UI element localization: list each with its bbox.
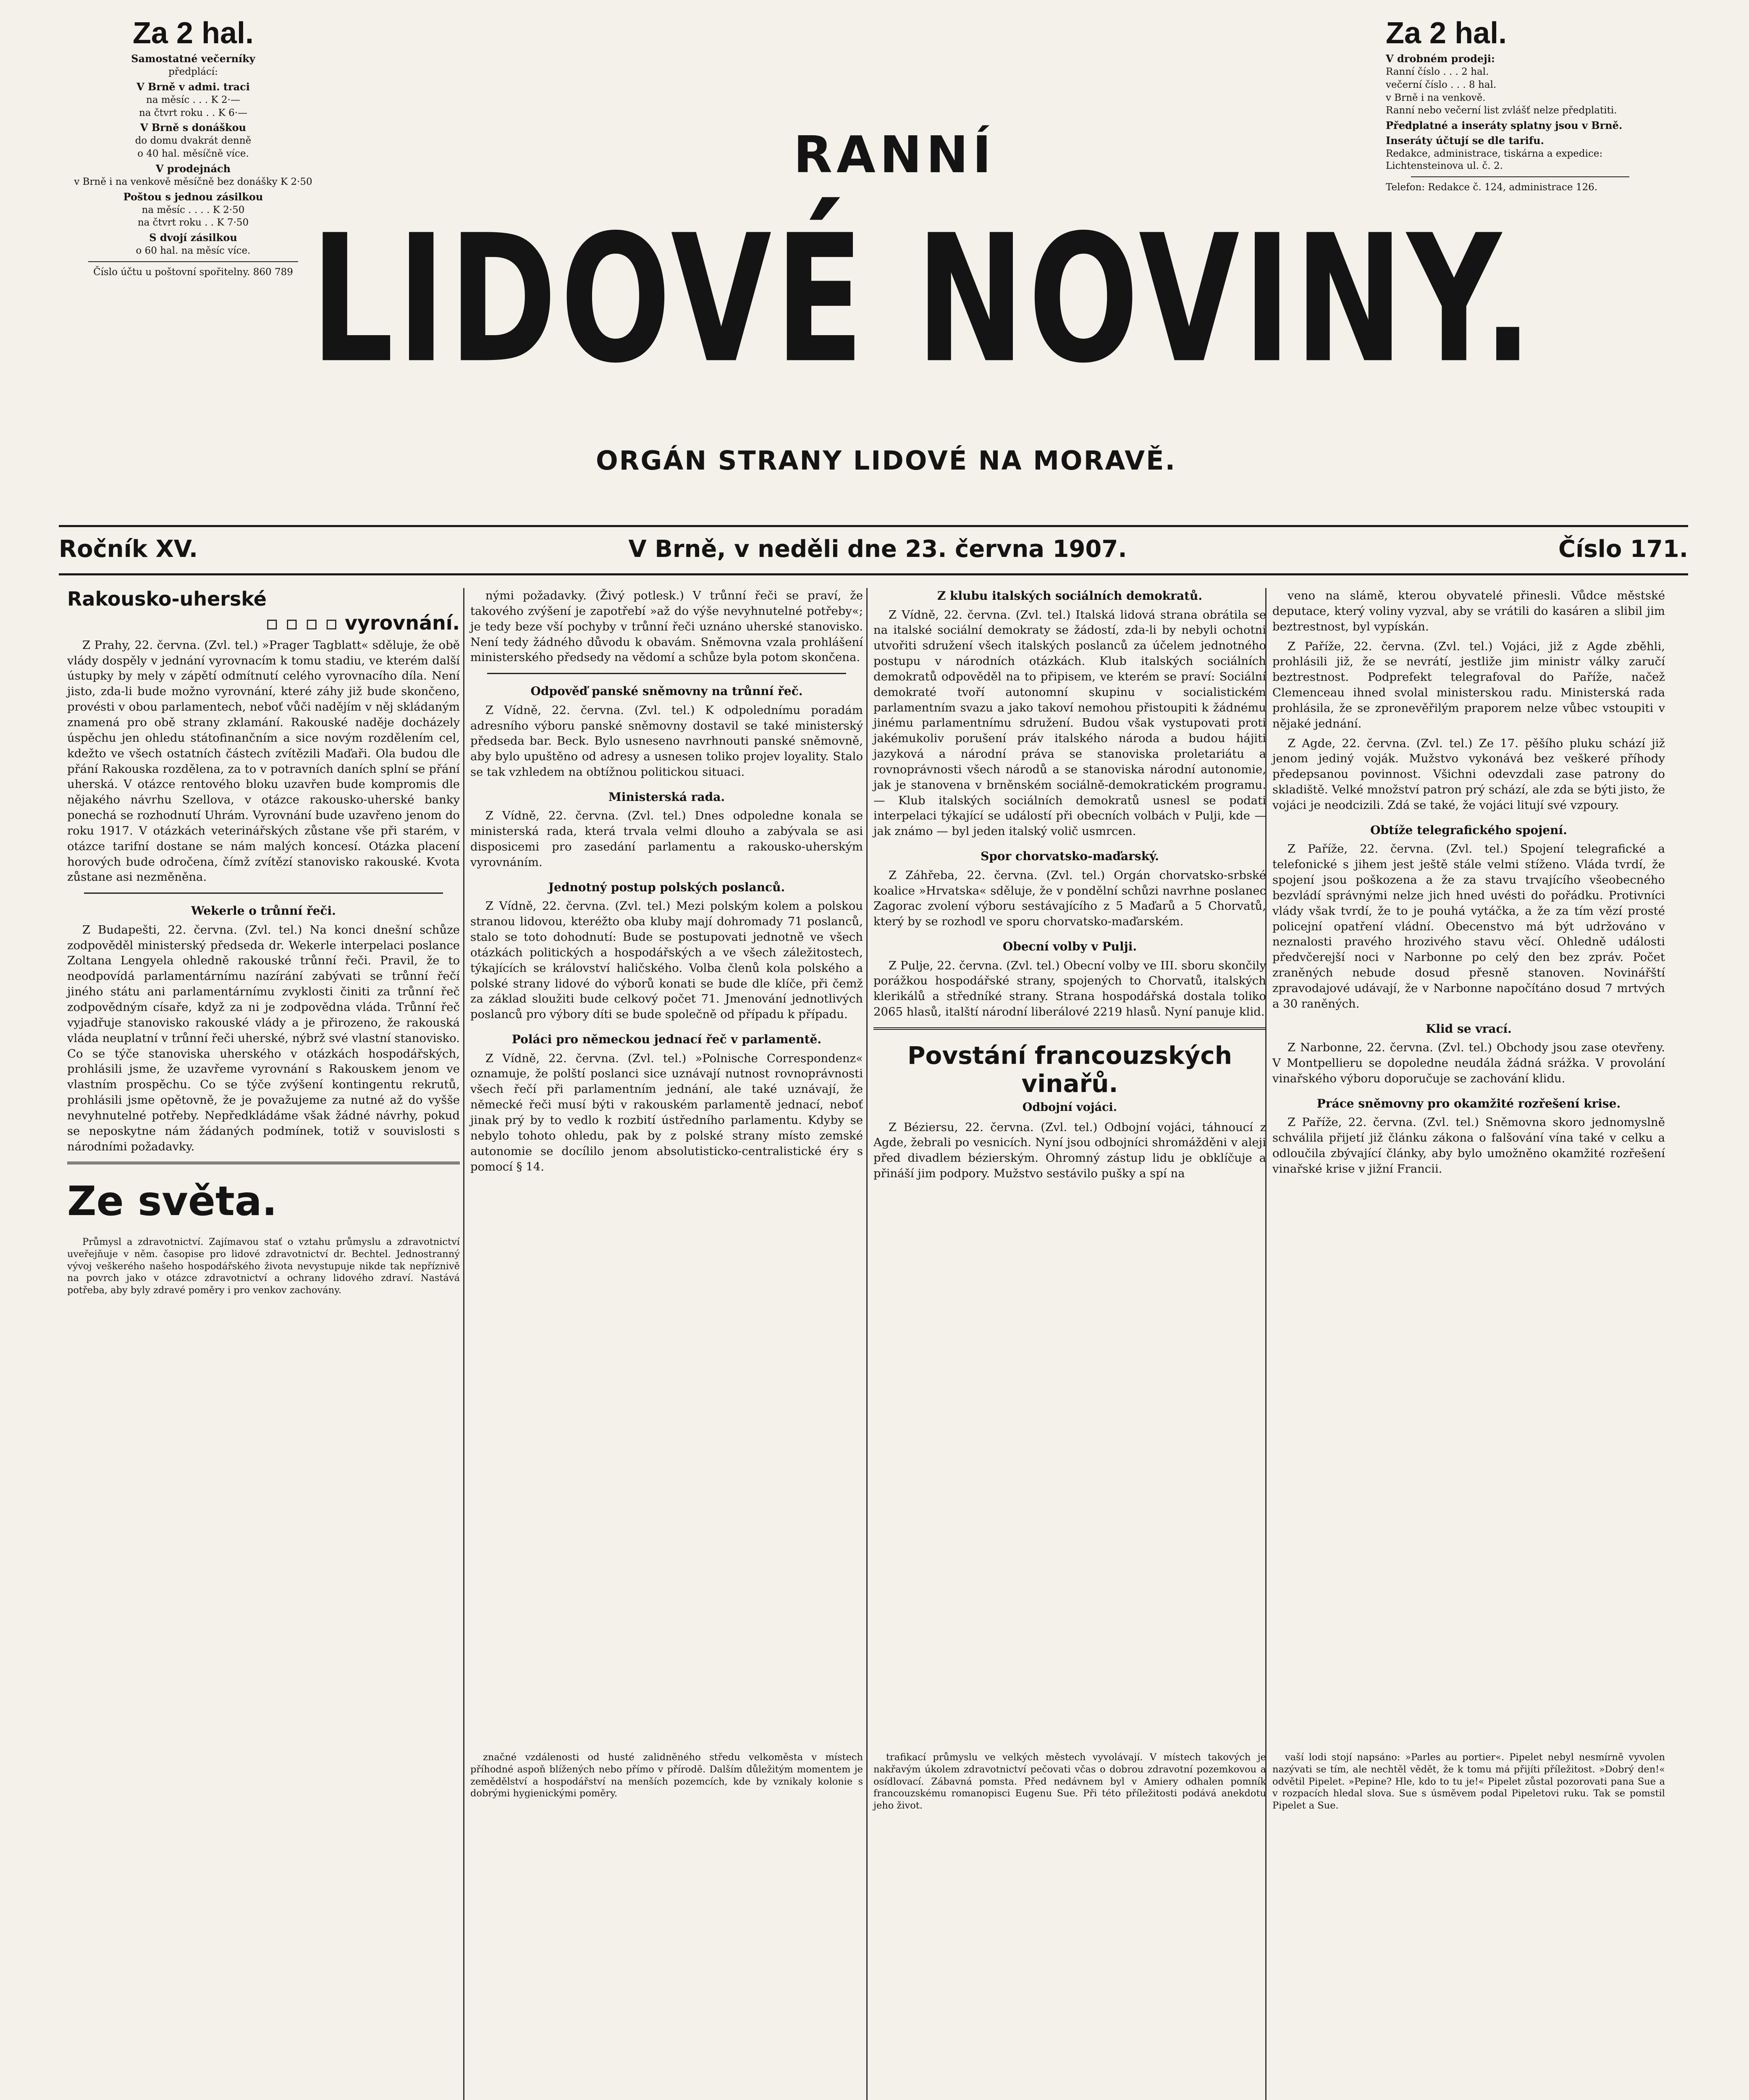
article-paragraph: Z Záhřeba, 22. června. (Zvl. tel.) Orgán chorvatsko-srbské koalice »Hrvatska« sděluje, že v pondělní schůzi navrhne poslanec Zagorac zvolení výboru sestávajícího z 5 Maďarů a 5 Chorvatů, který by se rozhodl ve sporu chorvatsko-maďarském. [873, 868, 1266, 929]
article-heading: Ministerská rada. [608, 790, 725, 804]
article-divider [487, 673, 846, 674]
article-paragraph: Z Vídně, 22. června. (Zvl. tel.) Italská lidová strana obrátila se na italské sociální demokraty se žádostí, zda-li by nebyli ochotni utvořiti sdružení všech italských poslanců za účelem jednotného postupu v národních otázkách. Klub italských sociálních demokratů odpověděl na to připisem, ve kterém se praví: Sociální demokraté tvoří autonomní skupinu v socialistickém parlamentním svazu a jako takoví nemohou přistoupiti k žádnému jinému parlamentnímu sdružení. Budou však vystupovati proti jakémukoliv porušení práv italského národa a budou hájiti jazyková a národní práva se stanoviska proletariátu a rovnoprávnosti všech národů a se stanoviska národní autonomie, jak je stanovena v brněnském sociálně-demokratickém programu. — Klub italských sociálních demokratů usnesl se podati interpelaci týkající se událostí při obecních volbách v Pulji, kde — jak známo — byl jeden italský volič usmrcen. [873, 608, 1266, 838]
article-paragraph: Z Paříže, 22. června. (Zvl. tel.) Vojáci, již z Agde zběhli, prohlásili již, že se nevrátí, jestliže jim ministr války zaručí beztrestnost. Podprefekt telegrafoval do Paříže, načež Clemenceau ihned svolal ministerskou radu. Ministerská rada prohlásila, že se zpronevěřilým praporem nelze vůbec vstoupiti v nějaké jednání. [1272, 639, 1665, 730]
article-heading: Obtíže telegrafického spojení. [1370, 823, 1567, 837]
masthead-title-small: RANNÍ [793, 126, 996, 184]
article-paragraph: trafikací průmyslu ve velkých městech vyvolávají. V místech takových je nakřavým úkolem zdravotnictví pečovati včas o dobrou zdravotní pozemkovou a osídlovací. Zábavná pomsta. Před nedávnem byl v Amiery odhalen pomník francouzskému romanopisci Eugenu Sue. Při této příležitosti podává anekdotu jeho život. [873, 1752, 1266, 1811]
article-paragraph: Z Paříže, 22. června. (Zvl. tel.) Spojení telegrafické a telefonické s jihem jest ještě stále velmi stíženo. Vláda tvrdí, že spojení jsou poškozena a že za stavu trvajícího všeobecného bezvládí správnými nelze jich hned uvésti do pořádku. Protivníci vlády však tvrdí, že to je pouhá vytáčka, a že za tím vězí prosté policejní opatření vládní. Obecenstvo má být udržováno v neznalosti pravého hrozivého stavu věcí. Ohledně události předvčerejší noci v Narbonne po celý den bez zpráv. Počet zraněných nebude dosud přesně stanoven. Novinářští zpravodajové udávají, že v Narbonne napočítáno dosud 7 mrtvých a 30 raněných. [1272, 842, 1665, 1011]
article-paragraph: Z Budapešti, 22. června. (Zvl. tel.) Na konci dnešní schůze zodpověděl ministerský předseda dr. Wekerle interpelaci poslance Zoltana Lengyela ohledně rakouské trůnní řeči. Pravil, že to neodpovídá parlamentárnímu nazírání zabývati se trůnní řečí jiného státu ani parlamentárnímu zvyklosti činiti za trůnní řeč zodpovědným císaře, když za ni je zodpovědna vláda. Trůnní řeč vyjadřuje stanovisko rakouské vlády a je přirozeno, že rakouská vláda neuplatní v trůnní řeči uherské, nýbrž své vlastní stanovisko. Co se týče stanoviska uherského v otázkách hospodářských, prohlásili jsme, že uzavřeme vyrovnání s Rakouskem jenom ve vlastním prospěchu. Co se týče zvýšení kontingentu rekrutů, prohlásili jsme opětovně, že je považujeme za nutné až do vyšše nevyhnutelné potřeby. Nepředkládáme však žádné návrhy, pokud se neposkytne nám žádaných podmínek, totiž v souvislosti s národními požadavky. [67, 923, 460, 1153]
article-paragraph: Z Béziersu, 22. června. (Zvl. tel.) Odbojní vojáci, táhnoucí z Agde, žebrali po vesnicích. Nyní jsou odbojníci shromážděni v aleji před divadlem bézierským. Ohromný zástup lidu je obklíčuje a přináší jim podpory. Mužstvo sestávilo pušky a spí na [873, 1120, 1266, 1181]
left-ear-line: Číslo účtu u poštovní spořitelny. 860 789 [93, 266, 293, 278]
left-ear-box [63, 17, 323, 279]
right-ear-line: v Brně i na venkově. [1386, 92, 1486, 103]
article-heading: Práce sněmovny pro okamžité rozřešení krise. [1316, 1096, 1621, 1110]
left-ear-line: na měsíc . . . K 2·— [146, 94, 240, 105]
masthead-title: LIDOVÉ NOVINY. [311, 197, 1536, 402]
article-paragraph: Z Vídně, 22. června. (Zvl. tel.) K odpolednímu poradám adresního výboru panské sněmovny dostavil se také ministerský předseda bar. Beck. Bylo usneseno navrhnouti panské sněmovně, aby bylo upuštěno od adresy a usnesen toliko projev loyality. Stalo se tak vzhledem na obtížnou politickou situaci. [470, 703, 863, 779]
dateline-bar [59, 525, 1688, 575]
issue-number: Číslo 171. [1558, 536, 1688, 563]
section-title: Ze světa. [67, 1178, 278, 1225]
article-subheading: Odbojní vojáci. [1022, 1101, 1117, 1114]
article-heading: Wekerle o trůnní řeči. [191, 904, 336, 918]
left-ear-rule [88, 261, 298, 262]
lower-column-3 [873, 1751, 1266, 1815]
article-paragraph: Z Vídně, 22. června. (Zvl. tel.) Mezi polským kolem a polskou stranou lidovou, kteréžto oba kluby mají dohromady 71 poslanců, stalo se toto dohodnutí: Bude se postupovati jednotně ve všech otázkách politických a hospodářských a ve všech záležitostech, týkajících se království haličského. Volba členů kola polského a polské strany lidové do výborů konati se bude dle klíče, při čemž za základ sloužiti bude celkový počet 71. Jmenování jednotlivých poslanců pro výbory díti se bude společně od případu k případu. [470, 899, 863, 1021]
left-ear-line: Poštou s jednou zásilkou [123, 190, 263, 203]
article-heading: Obecní volby v Pulji. [1002, 940, 1137, 954]
left-ear-line: na čtvrt roku . . K 6·— [139, 107, 248, 118]
left-ear-line: o 60 hal. na měsíc více. [136, 245, 251, 257]
article-paragraph: Z Prahy, 22. června. (Zvl. tel.) »Prager Tagblatt« sděluje, že obě vlády dospěly v jednání vyrovnacím k tomu stadiu, ve kterém další ústupky by mely v zápětí odmítnutí celého vyrovnacího díla. Není jisto, zda-li bude možno vyrovnání, které záhy již bude skončeno, provésti v obou parlamentech, neboť vůči nadějím v něj skládaným znamená pro obě strany zklamání. Rakouské naděje docházely úspěchu jen ohledu státofinančním a sice novým rozdělením cel, kdežto ve všech ostatních částech zvítězili Maďaři. Ola budou dle přání Rakouska rozdělena, za to v potravních daních splní se přání uherská. V otázce rentového bloku uzavřen bude kompromis dle nějakého návrhu Szellova, v otázce rakousko-uherské banky ponechá se rozhodnutí Uhrám. Vyrovnání bude uzavřeno jenom do roku 1917. V otázkách veterinářských zůstane vše při starém, v otázce tarifní dostane se nám malých koncesí. Otázka placení horových bude odročena, čímž zvítězí stanovisko rakouské. Kvota zůstane asi nezměněna. [67, 638, 460, 884]
left-price: Za 2 hal. [132, 16, 254, 50]
volume-label: Ročník XV. [59, 536, 198, 563]
article-heading: Z klubu italských sociálních demokratů. [937, 589, 1203, 603]
right-ear-line: večerní číslo . . . 8 hal. [1386, 79, 1497, 90]
left-ear-line: na měsíc . . . . K 2·50 [142, 204, 245, 215]
article-heading: Spor chorvatsko-maďarský. [981, 849, 1159, 864]
article-paragraph: veno na slámě, kterou obyvatelé přinesli. Vůdce městské deputace, který voliny vyzval, aby se vrátili do kasáren a slibil jim beztrestnost, byl vypískán. [1272, 589, 1665, 633]
lower-column-4 [1272, 1751, 1665, 1815]
article-heading: ▫ ▫ ▫ ▫ vyrovnání. [265, 611, 460, 634]
column-4 [1272, 588, 1665, 1181]
article-heading: Poláci pro německou jednací řeč v parlamentě. [511, 1032, 822, 1047]
article-paragraph: značné vzdálenosti od husté zalidněného středu velkoměsta v místech příhodné aspoň blížených nebo přímo v přírodě. Dalším důležitým momentem je zemědělství a hospodářství na menších pozemcích, kde by vznikaly kolonie s dobrými hygienickými poměry. [470, 1752, 863, 1799]
issue-date: V Brně, v neděli dne 23. června 1907. [628, 536, 1127, 563]
masthead-subtitle: ORGÁN STRANY LIDOVÉ NA MORAVĚ. [595, 445, 1177, 476]
article-paragraph: Z Vídně, 22. června. (Zvl. tel.) Dnes odpoledne konala se ministerská rada, která trvala velmi dlouho a zabývala se asi disposicemi pro zasedání parlamentu a rakousko-uherským vyrovnáním. [470, 809, 863, 869]
right-ear-rule [1411, 176, 1629, 177]
left-ear-line: V Brně s donáškou [140, 121, 246, 134]
column-1 [67, 588, 460, 1301]
section-divider [873, 1027, 1266, 1030]
column-rule [463, 588, 464, 2100]
left-ear-line: předplácí: [168, 66, 218, 78]
article-heading: Odpověď panské sněmovny na trůnní řeč. [530, 684, 803, 698]
article-divider [84, 892, 443, 894]
article-big-heading: Povstání francouzských vinařů. [907, 1041, 1232, 1098]
article-heading: Klid se vrací. [1426, 1021, 1512, 1036]
left-ear-line: v Brně i na venkově měsíčně bez donášky K 2·50 [74, 176, 312, 187]
column-3 [873, 588, 1266, 1186]
right-ear-line: Telefon: Redakce č. 124, administrace 126. [1386, 181, 1598, 193]
right-ear-line: V drobném prodeji: [1386, 52, 1495, 65]
article-heading: Jednotný postup polských poslanců. [548, 880, 785, 894]
right-ear-line: Předplatné a inseráty splatny jsou v Brně. [1386, 119, 1623, 132]
column-rule [866, 588, 868, 2100]
article-heading: Rakousko-uherské [67, 588, 267, 610]
right-price: Za 2 hal. [1386, 16, 1507, 50]
article-paragraph: Z Pulje, 22. června. (Zvl. tel.) Obecní volby ve III. sboru skončily porážkou hospodářské strany, spojených to Chorvatů, italských klerikálů a středníké strany. Strana hospodářská dostala toliko 2065 hlasů, italští národní liberálové 2219 hlasů. Nyní panuje klid. [873, 958, 1266, 1019]
right-ear-box [1386, 17, 1655, 194]
article-paragraph: Průmysl a zdravotnictví. Zajímavou stať o vztahu průmyslu a zdravotnictví uveřejňuje v něm. časopise pro lidové zdravotnictví dr. Bechtel. Jednostranný vývoj veškerého našeho hospodářského života nevystupuje nikde tak nepříznivě na povrch jako v otázce zdravotnictví a ochrany lidového zdraví. Nastává potřeba, aby byly zdravé poměry i pro venkov zachovány. [67, 1236, 460, 1296]
article-paragraph: vaší lodi stojí napsáno: »Parles au portier«. Pipelet nebyl nesmírně vyvolen nazývati se tím, ale nechtěl vědět, že k tomu má přijíti příležitost. »Dobrý den!« odvětil Pipelet. »Pepine? Hle, kdo to tu je!« Pipelet zůstal pozorovati pana Sue a v rozpacích hledal slova. Sue s úsměvem podal Pipeletovi ruku. Tak se pomstil Pipelet a Sue. [1272, 1752, 1665, 1811]
article-paragraph: nými požadavky. (Živý potlesk.) V trůnní řeči se praví, že takového zvýšení je zapotřebí »až do výše nevyhnutelné potřeby«; je tedy beze vší pochyby v trůnní řeči uznáno uherské stanovisko. Není tedy žádného důvodu k obavám. Sněmovna vzala prohlášení ministerského předsedy na vědomí a schůze byla potom skončena. [470, 589, 863, 664]
right-ear-line: Redakce, administrace, tiskárna a expedice: Lichtensteinova ul. č. 2. [1386, 148, 1603, 171]
left-ear-line: o 40 hal. měsíčně více. [137, 148, 249, 160]
article-paragraph: Z Vídně, 22. června. (Zvl. tel.) »Polnische Correspondenz« oznamuje, že polští poslanci sice uznávají nutnost rovnoprávnosti všech řečí při parlamentním jednání, ale také uznávají, že německé řeči musí býti v rakouském parlamentě jednací, neboť jinak prý by to vedlo k rozbití ústředního parlamentu. Kdyby se nebylo tohoto ohledu, pak by z polské strany místo zemské autonomie se docílilo jenom absolutisticko-centralistické éry s pomocí § 14. [470, 1051, 863, 1173]
column-2 [470, 588, 863, 1179]
article-paragraph: Z Paříže, 22. června. (Zvl. tel.) Sněmovna skoro jednomyslně schválila přijetí již článku zákona o falšování vína také v celku a odloučila zbývající články, aby bylo umožněno okamžité rozřešení vinařské krise v jižní Francii. [1272, 1116, 1665, 1176]
right-ear-line: Inseráty účtují se dle tarifu. [1386, 134, 1544, 147]
left-ear-line: na čtvrt roku . . K 7·50 [137, 217, 249, 228]
left-ear-line: V prodejnách [155, 162, 231, 175]
right-ear-line: Ranní nebo večerní list zvlášť nelze předplatiti. [1386, 105, 1617, 116]
left-ear-line: V Brně v admi. traci [136, 80, 250, 93]
section-divider [67, 1162, 460, 1164]
left-ear-line: S dvojí zásilkou [149, 231, 237, 244]
lower-column-2 [470, 1751, 863, 1803]
left-ear-line: Samostatné večerníky [131, 52, 255, 65]
left-ear-line: do domu dvakrát denně [135, 135, 252, 147]
article-paragraph: Z Narbonne, 22. června. (Zvl. tel.) Obchody jsou zase otevřeny. V Montpellieru se dopoledne neudála žádná srážka. V provolání vinařského výboru doporučuje se zachování klidu. [1272, 1041, 1665, 1085]
article-paragraph: Z Agde, 22. června. (Zvl. tel.) Ze 17. pěšího pluku schází již jenom jediný voják. Mužstvo vykonává bez veškeré příhody předepsanou povinnost. Všichni odevzdali zase patrony do skladiště. Velké množství patron prý schází, ale zda se býti jisto, že vojáci je neodcizili. Zdá se také, že vojáci litují své vzpoury. [1272, 736, 1665, 812]
right-ear-line: Ranní číslo . . . 2 hal. [1386, 66, 1489, 78]
